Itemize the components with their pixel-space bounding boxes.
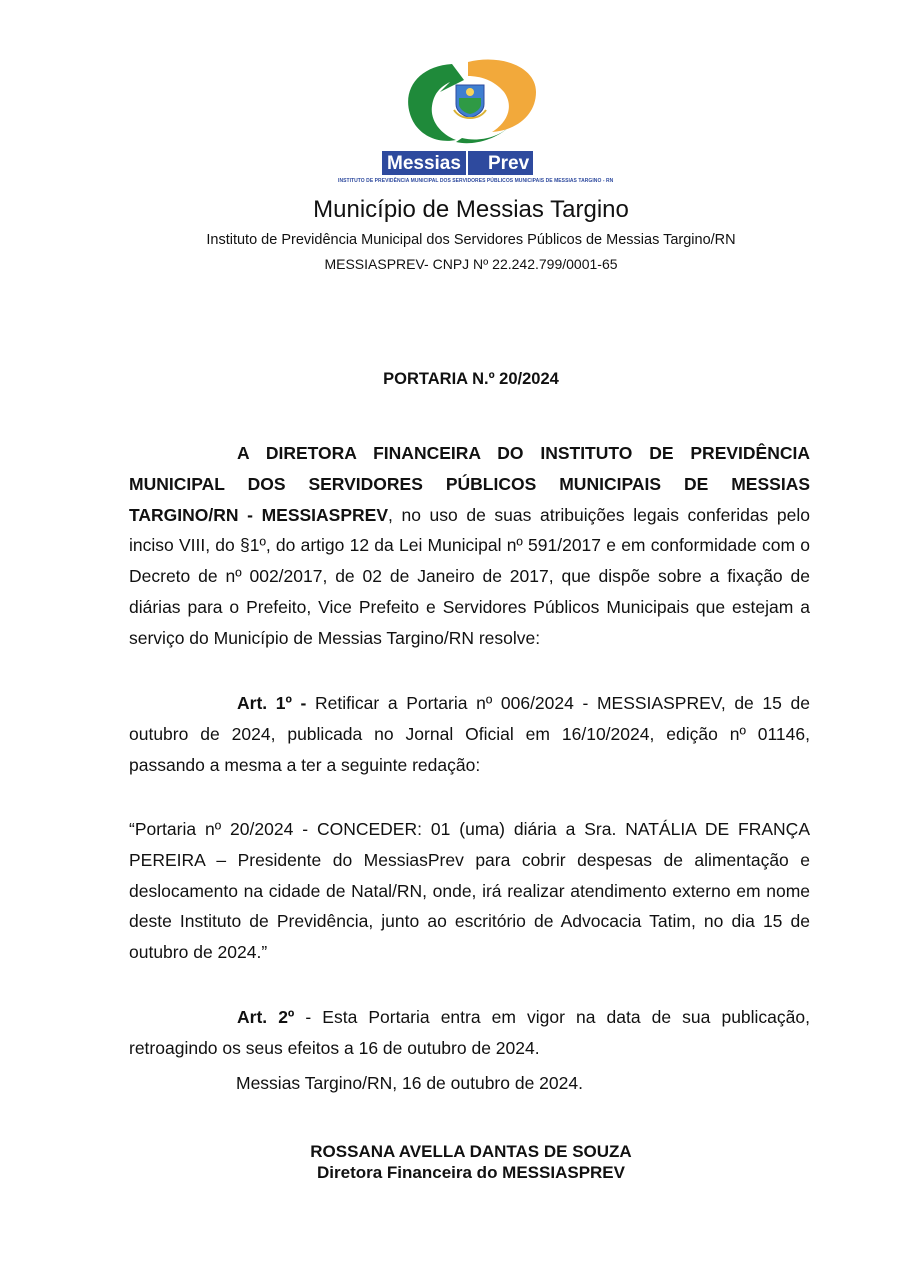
place-and-date: Messias Targino/RN, 16 de outubro de 2024. bbox=[236, 1073, 583, 1093]
article-1-paragraph bbox=[129, 688, 810, 780]
municipality-title: Município de Messias Targino bbox=[313, 196, 629, 223]
signature-block bbox=[0, 1141, 900, 1183]
signer-name: ROSSANA AVELLA DANTAS DE SOUZA bbox=[310, 1142, 632, 1161]
article-1-label: Art. 1º - bbox=[237, 693, 307, 713]
signer-role: Diretora Financeira do MESSIASPREV bbox=[317, 1163, 625, 1182]
brand-name-right: Prev bbox=[466, 151, 533, 175]
article-2-text: - Esta Portaria entra em vigor na data de sua publicação, retroagindo os seus efeitos a 16 de outubro de 2024. bbox=[129, 1007, 810, 1058]
preamble-bold: A DIRETORA FINANCEIRA DO INSTITUTO DE PREVIDÊNCIA MUNICIPAL DOS SERVIDORES PÚBLICOS MUNICIPAIS DE MESSIAS TARGINO/RN - MESSIASPREV bbox=[129, 443, 810, 525]
article-2-label: Art. 2º bbox=[237, 1007, 295, 1027]
brand-subtitle: INSTITUTO DE PREVIDÊNCIA MUNICIPAL DOS SERVIDORES PÚBLICOS MUNICIPAIS DE MESSIAS TARGINO - RN bbox=[338, 178, 614, 184]
logo-emblem-icon bbox=[380, 52, 560, 152]
brand-bar bbox=[382, 151, 548, 175]
messiasprev-logo bbox=[338, 52, 614, 192]
article-2-paragraph bbox=[129, 1002, 810, 1064]
preamble-text: , no uso de suas atribuições legais conferidas pelo inciso VIII, do §1º, do artigo 12 da Lei Municipal nº 591/2017 e em conformidade com o Decreto de nº 002/2017, de 02 de Janeiro de 2017, que dispõe sobre a fixação de diárias para o Prefeito, Vice Prefeito e Servidores Públicos Municipais que estejam a serviço do Município de Messias Targino/RN resolve: bbox=[129, 504, 810, 648]
institute-subtitle: Instituto de Previdência Municipal dos Servidores Públicos de Messias Targino/RN bbox=[206, 232, 736, 248]
preamble-paragraph bbox=[129, 438, 810, 654]
document-title: PORTARIA N.º 20/2024 bbox=[383, 370, 559, 388]
quoted-portaria-paragraph: “Portaria nº 20/2024 - CONCEDER: 01 (uma) diária a Sra. NATÁLIA DE FRANÇA PEREIRA – Presidente do MessiasPrev para cobrir despesas de alimentação e deslocamento na cidade de Natal/RN, onde, irá realizar atendimento externo em nome deste Instituto de Previdência, junto ao escritório de Advocacia Tatim, no dia 15 de outubro de 2024.” bbox=[129, 819, 810, 963]
cnpj-line: MESSIASPREV- CNPJ Nº 22.242.799/0001-65 bbox=[324, 256, 618, 272]
article-1-text: Retificar a Portaria nº 006/2024 - MESSIASPREV, de 15 de outubro de 2024, publicada no Jornal Oficial em 16/10/2024, edição nº 01146, passando a mesma a ter a seguinte redação: bbox=[129, 693, 810, 775]
brand-name-left: Messias bbox=[382, 151, 466, 175]
